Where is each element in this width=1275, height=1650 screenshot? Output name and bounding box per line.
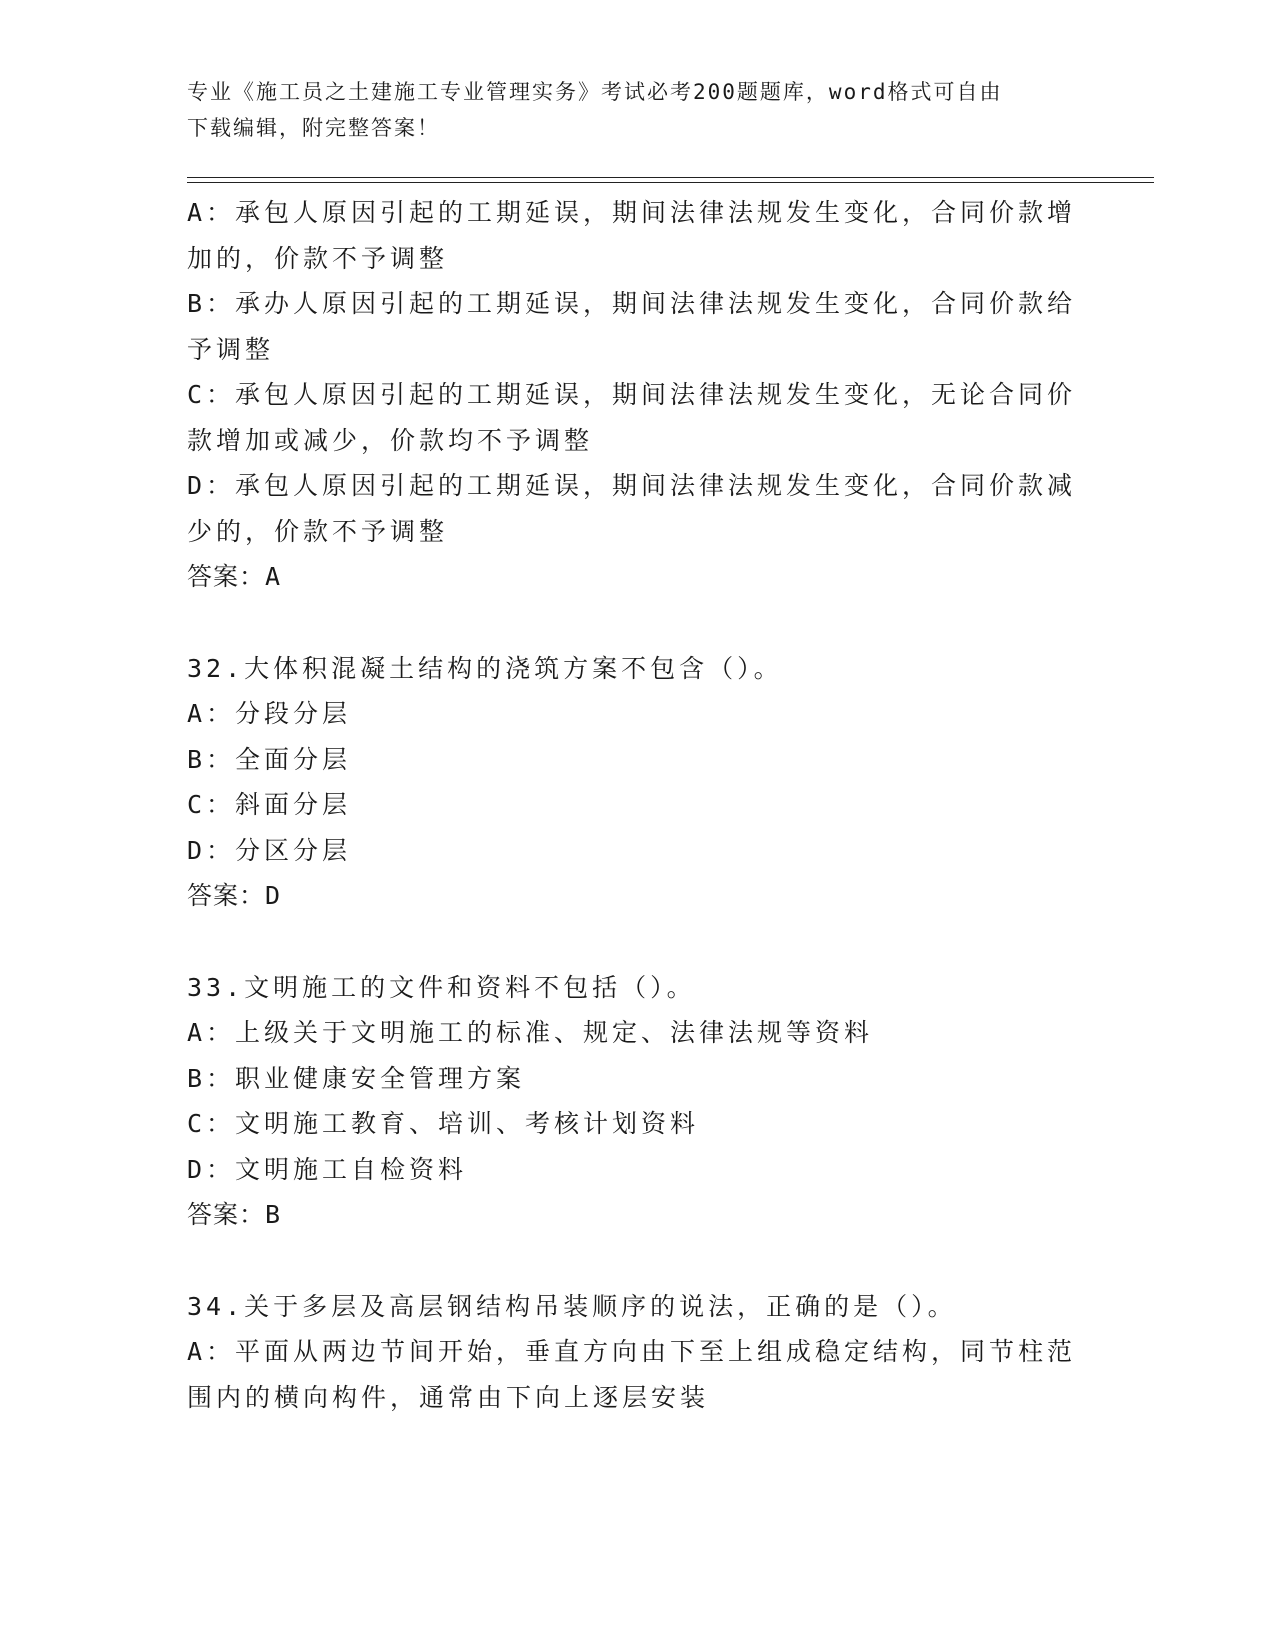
question-31-continued [187, 190, 1087, 600]
option-a-line-2: 加的，价款不予调整 [187, 243, 449, 273]
question-list [187, 190, 1087, 1420]
option-a: A：上级关于文明施工的标准、规定、法律法规等资料 [187, 1018, 874, 1047]
option-a-line-2: 围内的横向构件，通常由下向上逐层安装 [187, 1382, 710, 1412]
question-spacer [187, 919, 1087, 965]
question-spacer [187, 1238, 1087, 1284]
header-line-1: 专业《施工员之土建施工专业管理实务》考试必考200题题库，word格式可自由 [187, 80, 1003, 104]
option-a-line-1: A：平面从两边节间开始，垂直方向由下至上组成稳定结构，同节柱范 [187, 1337, 1077, 1366]
question-33 [187, 965, 1087, 1238]
option-b: B：全面分层 [187, 744, 352, 774]
option-c: C：文明施工教育、培训、考核计划资料 [187, 1109, 700, 1138]
document-header [187, 74, 1087, 146]
option-d: D：文明施工自检资料 [187, 1154, 468, 1184]
question-32 [187, 646, 1087, 919]
question-text: 34.关于多层及高层钢结构吊装顺序的说法，正确的是（）。 [187, 1291, 957, 1321]
question-text: 32.大体积混凝土结构的浇筑方案不包含（）。 [187, 653, 783, 683]
option-d-line-1: D：承包人原因引起的工期延误，期间法律法规发生变化，合同价款减 [187, 471, 1077, 500]
header-rule-top [187, 177, 1154, 178]
header-rule-bottom [187, 182, 1154, 183]
option-c-line-1: C：承包人原因引起的工期延误，期间法律法规发生变化，无论合同价 [187, 380, 1077, 409]
option-b-line-1: B：承办人原因引起的工期延误，期间法律法规发生变化，合同价款给 [187, 289, 1077, 318]
option-a-line-1: A：承包人原因引起的工期延误，期间法律法规发生变化，合同价款增 [187, 198, 1077, 227]
option-d: D：分区分层 [187, 835, 352, 865]
answer-label: 答案：D [187, 881, 282, 910]
header-line-2: 下载编辑，附完整答案！ [187, 116, 440, 140]
question-text: 33.文明施工的文件和资料不包括（）。 [187, 972, 696, 1002]
option-a: A：分段分层 [187, 699, 352, 728]
option-d-line-2: 少的，价款不予调整 [187, 516, 449, 546]
option-b-line-2: 予调整 [187, 334, 275, 364]
option-c: C：斜面分层 [187, 790, 352, 819]
answer-label: 答案：A [187, 562, 282, 591]
option-b: B：职业健康安全管理方案 [187, 1063, 526, 1093]
answer-label: 答案：B [187, 1200, 282, 1229]
question-spacer [187, 600, 1087, 646]
option-c-line-2: 款增加或减少，价款均不予调整 [187, 425, 594, 455]
question-34 [187, 1284, 1087, 1421]
